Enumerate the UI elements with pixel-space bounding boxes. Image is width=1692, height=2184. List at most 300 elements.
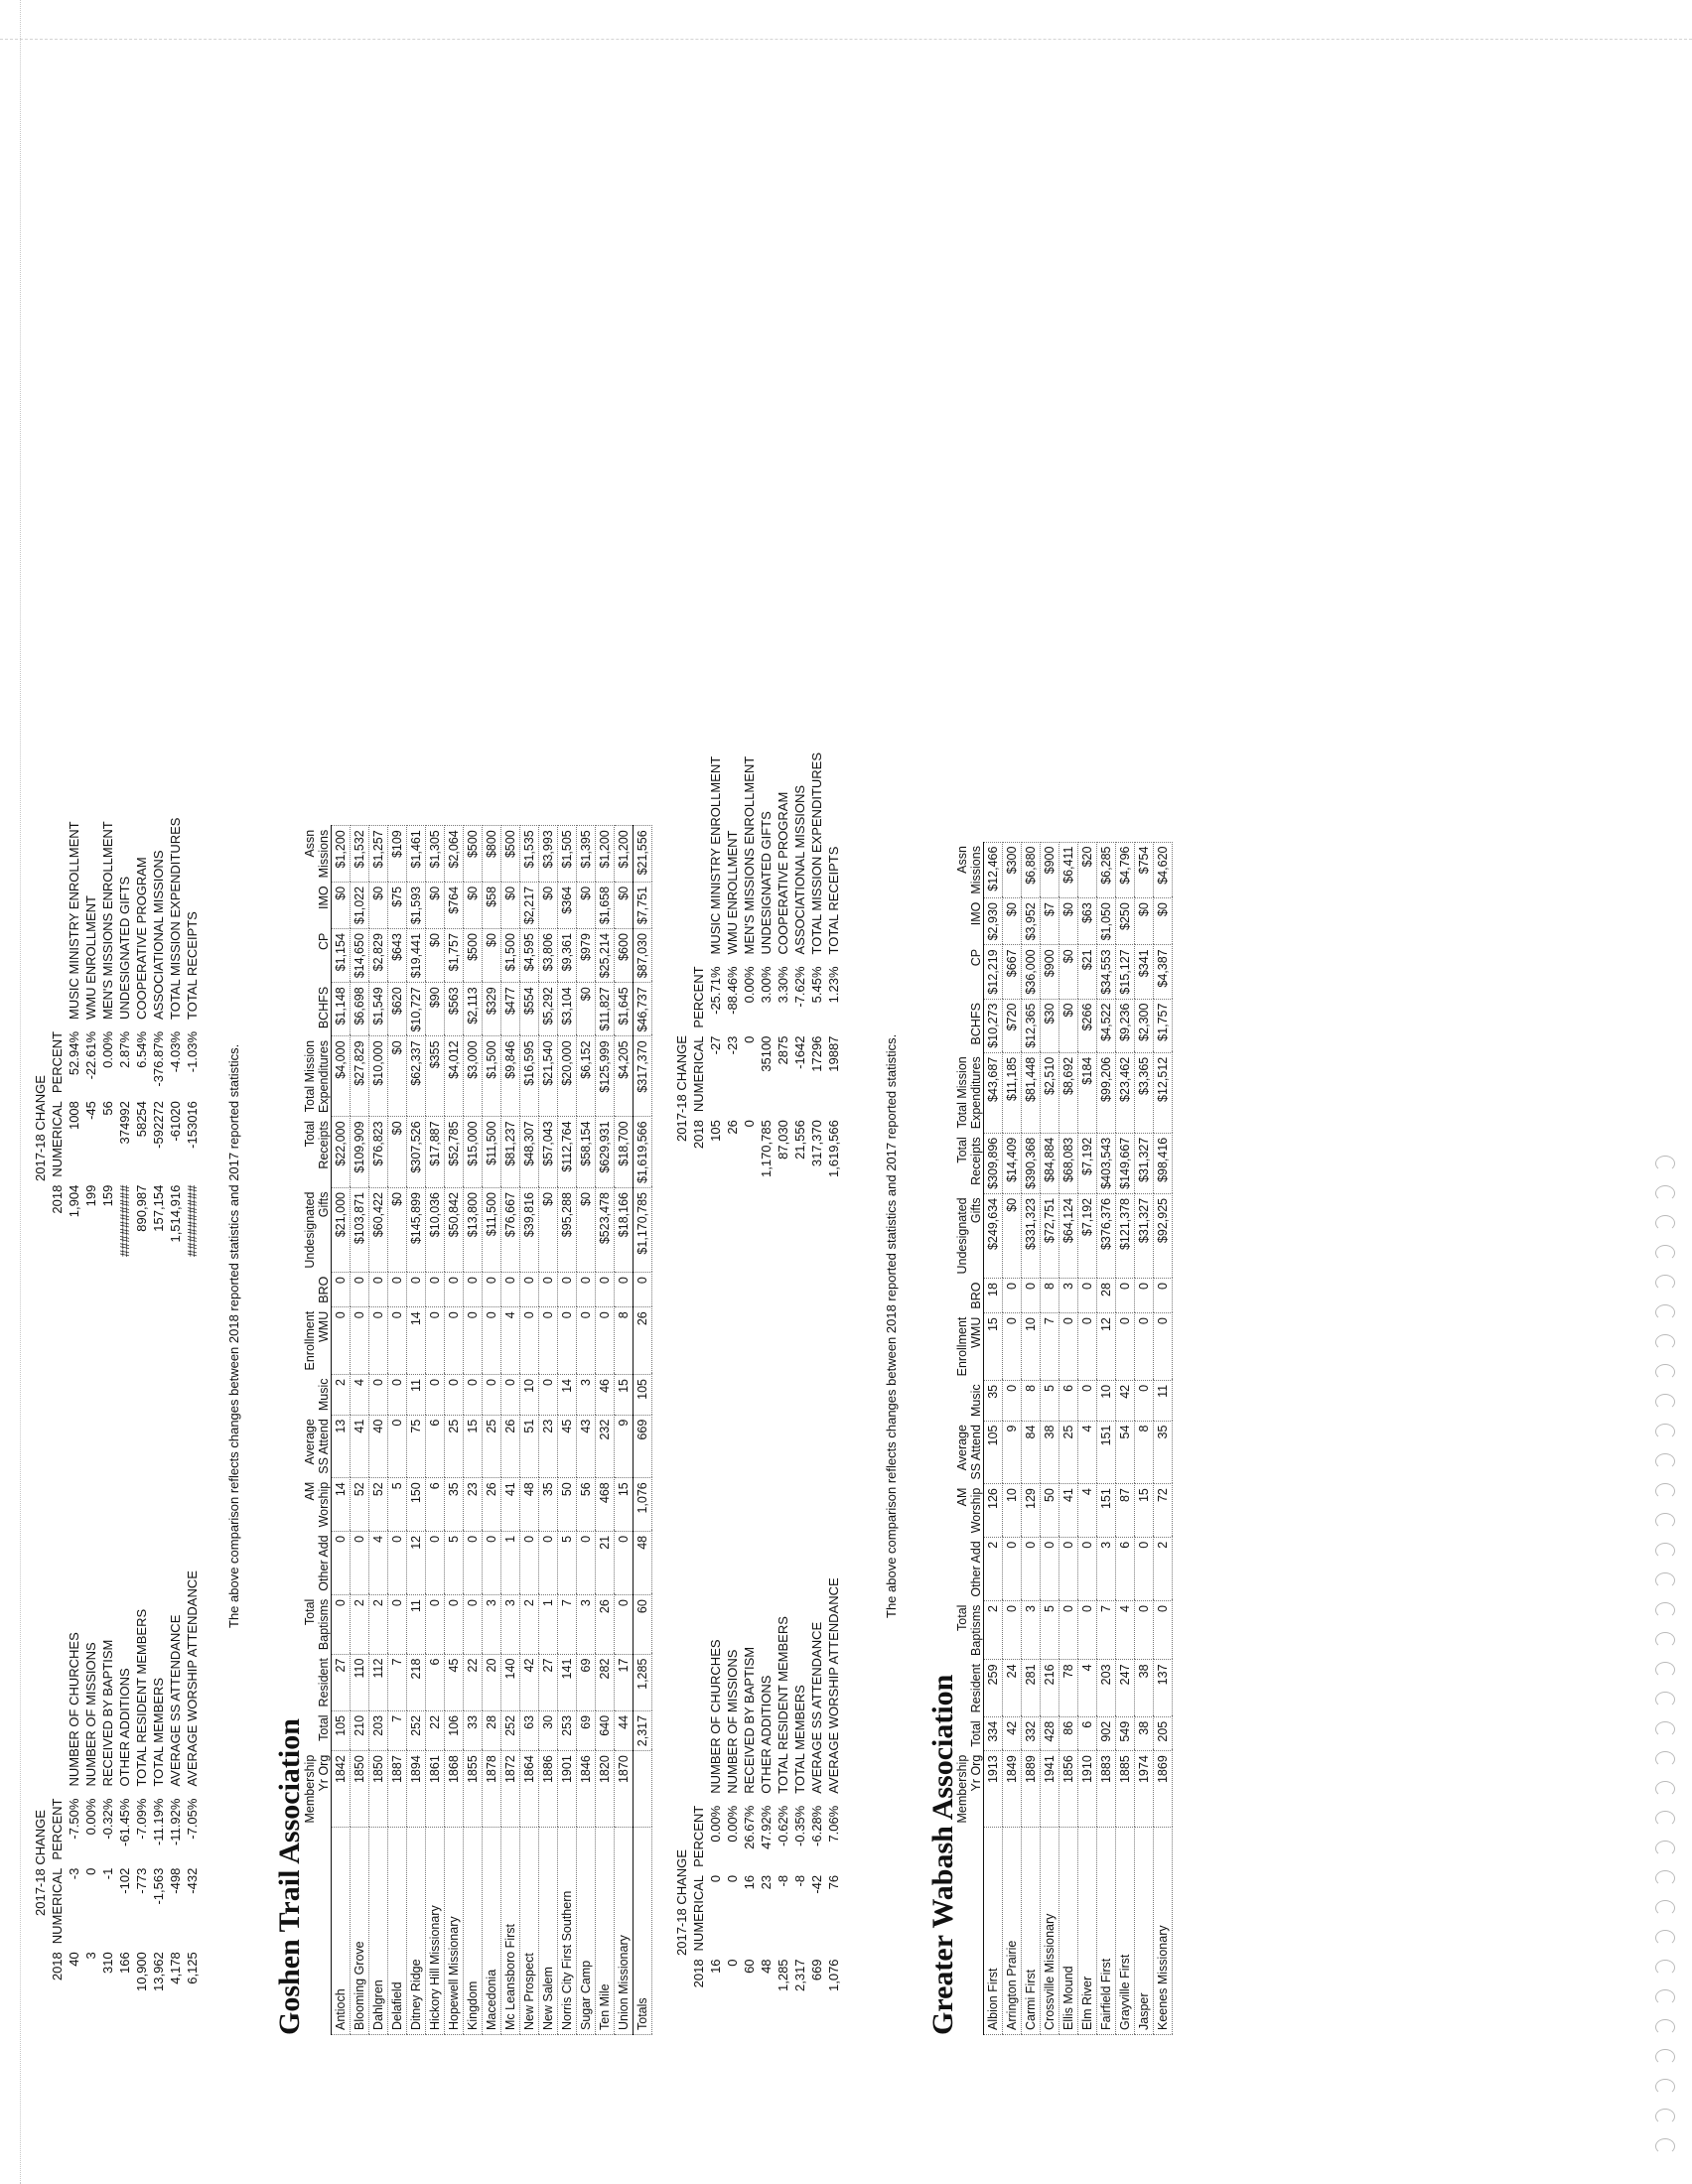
imo: $0 <box>539 882 558 928</box>
wmu-enrollment: 8 <box>615 1307 634 1375</box>
totals-cell: 0 <box>634 1273 652 1307</box>
resident-members: 140 <box>501 1654 520 1710</box>
stat-label: MEN'S MISSIONS ENROLLMENT <box>100 821 115 1020</box>
table-row <box>539 826 558 2035</box>
am-worship: 48 <box>520 1478 539 1532</box>
yr-org: 1887 <box>388 1751 407 1828</box>
totals-cell: 1,076 <box>634 1478 652 1532</box>
total-receipts: $31,327 <box>1135 1133 1154 1193</box>
group-am-header: AM <box>303 1481 317 1501</box>
group-membership-header: Membership <box>303 1754 317 1824</box>
bchfs: $3,104 <box>558 983 577 1036</box>
total-receipts: $68,083 <box>1059 1133 1078 1193</box>
bro-enrollment: 0 <box>539 1273 558 1307</box>
numerical-change: 0 <box>742 1035 757 1043</box>
yr-org: 1870 <box>615 1751 634 1828</box>
bchfs: $10,727 <box>407 983 426 1036</box>
stat-label: MUSIC MINISTRY ENROLLMENT <box>67 821 81 1020</box>
hole-punch-icon <box>1655 1304 1675 1320</box>
numerical-change: 0 <box>83 1867 98 1875</box>
bro-enrollment: 0 <box>596 1273 615 1307</box>
bro-enrollment: 0 <box>426 1273 445 1307</box>
cp: $14,650 <box>351 929 369 983</box>
total-mission-expenditures: $184 <box>1078 1052 1097 1133</box>
resident-members: 45 <box>445 1654 464 1710</box>
music-enrollment: 2 <box>332 1375 351 1416</box>
assn-missions: $109 <box>388 826 407 883</box>
totals-cell: $317,370 <box>634 1036 652 1117</box>
assn-missions: $1,395 <box>577 826 596 883</box>
value-2018: 105 <box>708 1120 723 1142</box>
stat-label: OTHER ADDITIONS <box>117 1668 132 1787</box>
total-mission-expenditures: $9,846 <box>501 1036 520 1117</box>
yr-org: 1849 <box>1003 1751 1022 1828</box>
summary-row <box>116 814 133 1261</box>
table-row <box>332 826 351 2035</box>
total-mission-expenditures: $23,462 <box>1116 1052 1135 1133</box>
total-mission-expenditures: $2,510 <box>1041 1052 1059 1133</box>
totals-cell: $87,030 <box>634 929 652 983</box>
group-header-row <box>955 842 969 2034</box>
value-2018: 26 <box>725 1120 740 1135</box>
summary-row <box>808 1573 825 1995</box>
bro-enrollment: 0 <box>332 1273 351 1307</box>
totals-cell: 60 <box>634 1595 652 1654</box>
assn-missions: $300 <box>1003 842 1022 898</box>
summary-table <box>49 814 201 1261</box>
summary-row <box>791 1573 808 1995</box>
stat-label: COOPERATIVE PROGRAM <box>776 791 790 955</box>
total-receipts: $11,500 <box>483 1117 501 1188</box>
col-percent-header: PERCENT <box>691 966 706 1028</box>
church-name: Ellis Mound <box>1059 1828 1078 2035</box>
cp: $0 <box>426 929 445 983</box>
undesignated-gifts: $121,378 <box>1116 1193 1135 1278</box>
assn-missions: $6,411 <box>1059 842 1078 898</box>
numerical-change: -27 <box>708 1035 723 1055</box>
assn-missions: $20 <box>1078 842 1097 898</box>
hole-punch-row <box>1643 0 1683 2184</box>
total-mission-expenditures: $11,185 <box>1003 1052 1022 1133</box>
hole-punch-icon <box>1655 1751 1675 1767</box>
hole-punch-icon <box>1655 1572 1675 1588</box>
wmu-enrollment: 10 <box>1022 1313 1041 1381</box>
music-enrollment: 4 <box>351 1375 369 1416</box>
stat-label: NUMBER OF MISSIONS <box>83 1642 98 1787</box>
stat-label: NUMBER OF CHURCHES <box>67 1632 81 1787</box>
resident-members: 282 <box>596 1654 615 1710</box>
wmu-enrollment: 0 <box>1135 1313 1154 1381</box>
total-members: 902 <box>1097 1716 1116 1750</box>
assn-missions: $1,461 <box>407 826 426 883</box>
other-additions: 21 <box>596 1531 615 1594</box>
bchfs: $329 <box>483 983 501 1036</box>
assn-missions: $500 <box>501 826 520 883</box>
hole-punch-icon <box>1655 1185 1675 1201</box>
yr-org: 1846 <box>577 1751 596 1828</box>
group-total-header: Total <box>955 1604 969 1631</box>
wmu-enrollment: 0 <box>1116 1313 1135 1381</box>
change-title: 2017-18 CHANGE <box>674 1849 689 1956</box>
summary-row <box>758 1573 775 1995</box>
total-members: 7 <box>388 1710 407 1750</box>
other-additions: 0 <box>1022 1537 1041 1600</box>
percent-change: -7.50% <box>67 1798 81 1840</box>
bchfs: $620 <box>388 983 407 1036</box>
bchfs: $30 <box>1041 999 1059 1052</box>
church-name: Hopewell Missionary <box>445 1828 464 2035</box>
assn-missions: $900 <box>1041 842 1059 898</box>
am-worship: 52 <box>369 1478 388 1532</box>
column-header-resident: Resident <box>317 1654 332 1710</box>
percent-change: -0.62% <box>776 1805 790 1846</box>
table-row <box>1003 842 1022 2034</box>
yr-org: 1886 <box>539 1751 558 1828</box>
value-2018: 1,904 <box>67 1184 81 1218</box>
table-row <box>1078 842 1097 2034</box>
yr-org: 1913 <box>984 1751 1003 1828</box>
total-mission-expenditures: $4,000 <box>332 1036 351 1117</box>
value-2018: 1,285 <box>776 1959 790 1991</box>
undesignated-gifts: $7,192 <box>1078 1193 1097 1278</box>
hole-punch-icon <box>1655 1602 1675 1618</box>
table-row <box>445 826 464 2035</box>
summary-row <box>825 1573 842 1995</box>
numerical-change: 56 <box>100 1101 115 1116</box>
value-2018: 890,987 <box>134 1184 149 1232</box>
total-mission-expenditures: $125,999 <box>596 1036 615 1117</box>
baptisms: 0 <box>426 1595 445 1654</box>
summary-row <box>741 1573 758 1995</box>
undesignated-gifts: $523,478 <box>596 1188 615 1273</box>
ss-attend: 45 <box>558 1415 577 1478</box>
wmu-enrollment: 15 <box>984 1313 1003 1381</box>
value-2018: 87,030 <box>776 1120 790 1160</box>
total-receipts: $84,884 <box>1041 1133 1059 1193</box>
total-mission-expenditures: $43,687 <box>984 1052 1003 1133</box>
am-worship: 10 <box>1003 1484 1022 1538</box>
bro-enrollment: 18 <box>984 1279 1003 1313</box>
ss-attend: 151 <box>1097 1421 1116 1484</box>
column-header-total: Total <box>969 1716 984 1750</box>
music-enrollment: 5 <box>1041 1380 1059 1421</box>
table-row <box>577 826 596 2035</box>
summary-row <box>66 814 82 1261</box>
other-additions: 0 <box>1078 1537 1097 1600</box>
church-name: Blooming Grove <box>351 1828 369 2035</box>
goshen-table <box>303 825 652 2035</box>
bchfs: $1,645 <box>615 983 634 1036</box>
table-row <box>388 826 407 2035</box>
bchfs: $0 <box>1059 999 1078 1052</box>
total-members: 105 <box>332 1710 351 1750</box>
stat-label: AVERAGE SS ATTENDANCE <box>168 1614 183 1787</box>
bro-enrollment: 0 <box>520 1273 539 1307</box>
imo: $0 <box>501 882 520 928</box>
stat-label: AVERAGE WORSHIP ATTENDANCE <box>826 1577 841 1794</box>
col-percent-header: PERCENT <box>691 1805 706 1867</box>
column-header-music: Music <box>317 1375 332 1416</box>
group-assn-header: Assn <box>955 846 969 874</box>
undesignated-gifts: $0 <box>1003 1193 1022 1278</box>
cp: $643 <box>388 929 407 983</box>
undesignated-gifts: $331,323 <box>1022 1193 1041 1278</box>
undesignated-gifts: $50,842 <box>445 1188 464 1273</box>
stat-label: RECEIVED BY BAPTISM <box>100 1639 115 1787</box>
church-name: Crossville Missionary <box>1041 1828 1059 2035</box>
summary-row <box>99 814 116 1261</box>
total-receipts: $17,887 <box>426 1117 445 1188</box>
baptisms: 0 <box>1135 1601 1154 1660</box>
baptisms: 2 <box>984 1601 1003 1660</box>
value-2018: 13,962 <box>151 1952 166 1991</box>
table-row <box>1022 842 1041 2034</box>
numerical-change: -592272 <box>151 1101 166 1149</box>
hole-punch-icon <box>1655 1662 1675 1678</box>
yr-org: 1894 <box>407 1751 426 1828</box>
cp: $0 <box>483 929 501 983</box>
hole-punch-icon <box>1655 1513 1675 1529</box>
bchfs: $0 <box>577 983 596 1036</box>
numerical-change: -8 <box>792 1874 807 1887</box>
table-row <box>464 826 483 2035</box>
column-header-expenditures: Expenditures <box>969 1052 984 1133</box>
table-row <box>1041 842 1059 2034</box>
baptisms: 3 <box>577 1595 596 1654</box>
numerical-change: 76 <box>826 1874 841 1890</box>
assn-missions: $1,200 <box>615 826 634 883</box>
numerical-change: 374992 <box>117 1101 132 1145</box>
stat-label: AVERAGE SS ATTENDANCE <box>809 1621 824 1794</box>
totals-cell <box>634 1751 652 1828</box>
numerical-change: 16 <box>742 1874 757 1890</box>
undesignated-gifts: $92,925 <box>1154 1193 1173 1278</box>
total-members: 332 <box>1022 1716 1041 1750</box>
music-enrollment: 0 <box>445 1375 464 1416</box>
baptisms: 11 <box>407 1595 426 1654</box>
other-additions: 0 <box>351 1531 369 1594</box>
total-mission-expenditures: $4,012 <box>445 1036 464 1117</box>
summary-row <box>707 749 724 1181</box>
column-header-worship: Worship <box>317 1478 332 1532</box>
column-header-row <box>317 826 332 2035</box>
imo: $58 <box>483 882 501 928</box>
value-2018: 6,125 <box>185 1952 200 1984</box>
total-members: 28 <box>483 1710 501 1750</box>
yr-org: 1850 <box>351 1751 369 1828</box>
imo: $764 <box>445 882 464 928</box>
total-members: 38 <box>1135 1716 1154 1750</box>
table-row <box>596 826 615 2035</box>
numerical-change: -8 <box>776 1874 790 1887</box>
undesignated-gifts: $76,667 <box>501 1188 520 1273</box>
group-enrollment-header: Enrollment <box>955 1316 969 1377</box>
ss-attend: 15 <box>464 1415 483 1478</box>
imo: $1,593 <box>407 882 426 928</box>
stat-label: ASSOCIATIONAL MISSIONS <box>792 784 807 955</box>
wmu-enrollment: 7 <box>1041 1313 1059 1381</box>
column-header-cp: CP <box>317 929 332 983</box>
numerical-change: 35100 <box>759 1035 774 1072</box>
other-additions: 5 <box>445 1531 464 1594</box>
total-mission-expenditures: $81,448 <box>1022 1052 1041 1133</box>
goshen-summary-right <box>32 814 201 1261</box>
baptisms: 0 <box>1003 1601 1022 1660</box>
total-mission-expenditures: $8,692 <box>1059 1052 1078 1133</box>
assn-missions: $4,620 <box>1154 842 1173 898</box>
wmu-enrollment: 0 <box>426 1307 445 1375</box>
bro-enrollment: 28 <box>1097 1279 1116 1313</box>
summary-row <box>791 749 808 1181</box>
bro-enrollment: 0 <box>1003 1279 1022 1313</box>
percent-change: 47.92% <box>759 1805 774 1849</box>
change-title: 2017-18 CHANGE <box>33 1810 48 1916</box>
hole-punch-icon <box>1655 1900 1675 1916</box>
summary-row <box>150 814 167 1261</box>
bro-enrollment: 0 <box>1078 1279 1097 1313</box>
hole-punch-icon <box>1655 1394 1675 1410</box>
col-percent-header: PERCENT <box>50 1798 65 1860</box>
col-2018-header: 2018 <box>691 1120 706 1150</box>
group-enrollment-header: Enrollment <box>303 1310 317 1371</box>
other-additions: 2 <box>984 1537 1003 1600</box>
column-header-gifts: Gifts <box>317 1188 332 1273</box>
yr-org: 1842 <box>332 1751 351 1828</box>
change-title: 2017-18 CHANGE <box>674 1035 689 1142</box>
undesignated-gifts: $18,166 <box>615 1188 634 1273</box>
stat-label: UNDESIGNATED GIFTS <box>759 811 774 955</box>
hole-punch-icon <box>1655 1811 1675 1827</box>
music-enrollment: 0 <box>464 1375 483 1416</box>
bchfs: $5,292 <box>539 983 558 1036</box>
ss-attend: 38 <box>1041 1421 1059 1484</box>
column-header-bro: BRO <box>317 1273 332 1307</box>
undesignated-gifts: $249,634 <box>984 1193 1003 1278</box>
music-enrollment: 14 <box>558 1375 577 1416</box>
bchfs: $11,827 <box>596 983 615 1036</box>
total-members: 252 <box>407 1710 426 1750</box>
summary-table <box>49 1567 201 1995</box>
other-additions: 0 <box>615 1531 634 1594</box>
church-name: Albion First <box>984 1828 1003 2035</box>
yr-org: 1872 <box>501 1751 520 1828</box>
music-enrollment: 0 <box>369 1375 388 1416</box>
bro-enrollment: 0 <box>615 1273 634 1307</box>
other-additions: 0 <box>1041 1537 1059 1600</box>
value-2018: 1,619,566 <box>826 1120 841 1177</box>
resident-members: 22 <box>464 1654 483 1710</box>
assn-missions: $1,532 <box>351 826 369 883</box>
ss-attend: 9 <box>1003 1421 1022 1484</box>
hole-punch-icon <box>1655 2079 1675 2095</box>
total-members: 203 <box>369 1710 388 1750</box>
value-2018: 1,514,916 <box>168 1184 183 1243</box>
col-2018-header: 2018 <box>50 1184 65 1214</box>
value-2018: 669 <box>809 1959 824 1981</box>
total-mission-expenditures: $10,000 <box>369 1036 388 1117</box>
table-row <box>501 826 520 2035</box>
total-receipts: $0 <box>388 1117 407 1188</box>
value-2018: 2,317 <box>792 1959 807 1991</box>
church-name: Ditney Ridge <box>407 1828 426 2035</box>
bro-enrollment: 0 <box>464 1273 483 1307</box>
summary-row <box>825 749 842 1181</box>
assn-missions: $1,200 <box>596 826 615 883</box>
wmu-enrollment: 0 <box>577 1307 596 1375</box>
table-row <box>1154 842 1173 2034</box>
resident-members: 69 <box>577 1654 596 1710</box>
church-name: Delafield <box>388 1828 407 2035</box>
summary-row <box>133 1567 150 1995</box>
imo: $0 <box>1135 898 1154 945</box>
resident-members: 24 <box>1003 1660 1022 1716</box>
column-header-music: Music <box>969 1380 984 1421</box>
percent-change: -376.87% <box>151 1030 166 1087</box>
cp: $500 <box>464 929 483 983</box>
other-additions: 4 <box>369 1531 388 1594</box>
wmu-enrollment: 4 <box>501 1307 520 1375</box>
imo: $3,952 <box>1022 898 1041 945</box>
total-mission-expenditures: $0 <box>388 1036 407 1117</box>
cp: $900 <box>1041 945 1059 999</box>
resident-members: 216 <box>1041 1660 1059 1716</box>
church-name: Elm River <box>1078 1828 1097 2035</box>
imo: $0 <box>1154 898 1173 945</box>
wmu-enrollment: 0 <box>445 1307 464 1375</box>
baptisms: 0 <box>1078 1601 1097 1660</box>
total-members: 30 <box>539 1710 558 1750</box>
group-total-mission-header: Total Mission <box>955 1056 969 1129</box>
summary-row <box>184 1567 201 1995</box>
other-additions: 0 <box>1059 1537 1078 1600</box>
undesignated-gifts: $31,327 <box>1135 1193 1154 1278</box>
undesignated-gifts: $60,422 <box>369 1188 388 1273</box>
music-enrollment: 0 <box>483 1375 501 1416</box>
ss-attend: 4 <box>1078 1421 1097 1484</box>
total-mission-expenditures: $6,152 <box>577 1036 596 1117</box>
music-enrollment: 8 <box>1022 1380 1041 1421</box>
music-enrollment: 3 <box>577 1375 596 1416</box>
total-members: 334 <box>984 1716 1003 1750</box>
ss-attend: 13 <box>332 1415 351 1478</box>
bchfs: $1,148 <box>332 983 351 1036</box>
stat-label: MUSIC MINISTRY ENROLLMENT <box>708 755 723 955</box>
assn-missions: $2,064 <box>445 826 464 883</box>
resident-members: 141 <box>558 1654 577 1710</box>
percent-change: 0.00% <box>83 1798 98 1836</box>
total-mission-expenditures: $99,206 <box>1097 1052 1116 1133</box>
percent-change: -7.05% <box>185 1798 200 1840</box>
total-receipts: $109,909 <box>351 1117 369 1188</box>
hole-punch-icon <box>1655 1960 1675 1976</box>
hole-punch-icon <box>1655 1215 1675 1231</box>
baptisms: 3 <box>501 1595 520 1654</box>
ss-attend: 35 <box>1154 1421 1173 1484</box>
imo: $1,022 <box>351 882 369 928</box>
yr-org: 1878 <box>483 1751 501 1828</box>
percent-change: -0.32% <box>100 1798 115 1840</box>
cp: $667 <box>1003 945 1022 999</box>
undesignated-gifts: $39,816 <box>520 1188 539 1273</box>
summary-row <box>133 814 150 1261</box>
am-worship: 5 <box>388 1478 407 1532</box>
summary-row <box>66 1567 82 1995</box>
bchfs: $1,757 <box>1154 999 1173 1052</box>
other-additions: 0 <box>539 1531 558 1594</box>
numerical-change: -42 <box>809 1874 824 1894</box>
group-average-header: Average <box>303 1419 317 1465</box>
assn-missions: $1,200 <box>332 826 351 883</box>
